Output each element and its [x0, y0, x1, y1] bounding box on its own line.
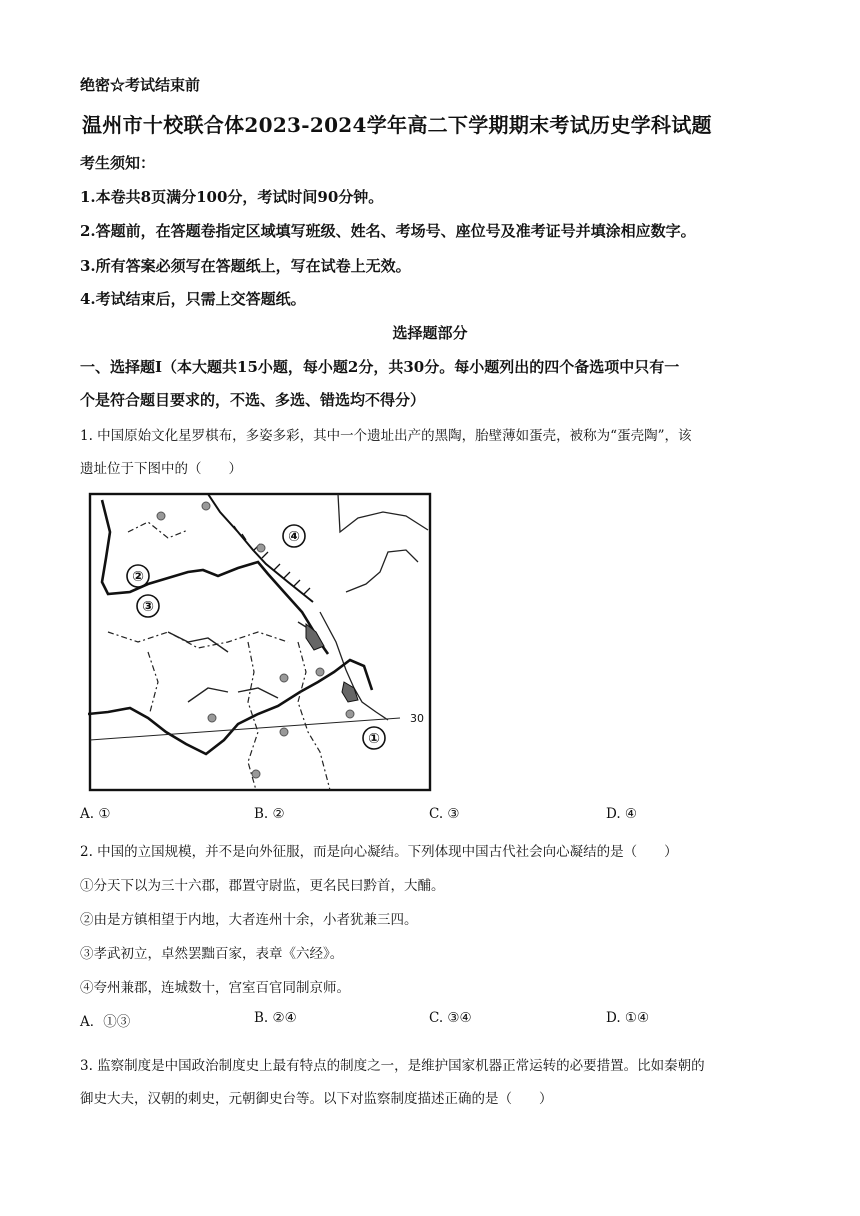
- section-instructions: 一、选择题Ⅰ（本大题共15小题，每小题2分，共30分。每小题列出的四个备选项中只有一: [80, 358, 680, 376]
- option-a[interactable]: A. ①: [80, 806, 111, 822]
- notice-item: 3.所有答案必须写在答题纸上，写在试卷上无效。: [80, 257, 411, 275]
- map-label-1: ①: [368, 731, 380, 747]
- option-a[interactable]: A．①③: [80, 1014, 131, 1030]
- question-2-statement: ③孝武初立，卓然罢黜百家，表章《六经》。: [80, 946, 344, 962]
- option-b[interactable]: B. ②④: [254, 1010, 297, 1026]
- question-1-stem: 遗址位于下图中的（ ）: [80, 461, 242, 477]
- option-c[interactable]: C. ③: [429, 806, 460, 822]
- map-label-3: ③: [142, 599, 154, 615]
- question-2-stem: 2. 中国的立国规模，并不是向外征服，而是向心凝结。下列体现中国古代社会向心凝结的是（ ）: [80, 844, 678, 860]
- option-c[interactable]: C. ③④: [429, 1010, 472, 1026]
- question-1-stem: 1. 中国原始文化星罗棋布，多姿多彩，其中一个遗址出产的黑陶，胎壁薄如蛋壳，被称为“蛋壳陶”，该: [80, 428, 692, 444]
- map-label-2: ②: [132, 569, 144, 585]
- question-1-map: [88, 492, 432, 792]
- section-instructions: 个是符合题目要求的，不选、多选、错选均不得分）: [80, 391, 426, 409]
- question-2-statement: ①分天下以为三十六郡，郡置守尉监，更名民曰黔首，大酺。: [80, 878, 445, 894]
- notice-item: 1.本卷共8页满分100分，考试时间90分钟。: [80, 188, 384, 206]
- question-3-stem: 3. 监察制度是中国政治制度史上最有特点的制度之一，是维护国家机器正常运转的必要措置。比如秦朝的: [80, 1058, 705, 1074]
- exam-title: 温州市十校联合体2023-2024学年高二下学期期末考试历史学科试题: [82, 113, 712, 137]
- question-2-statement: ④夸州兼郡，连城数十，宫室百官同制京师。: [80, 980, 350, 996]
- question-3-stem: 御史大夫，汉朝的刺史，元朝御史台等。以下对监察制度描述正确的是（ ）: [80, 1091, 553, 1107]
- map-label-4: ④: [288, 529, 300, 545]
- secret-label: 绝密☆考试结束前: [80, 76, 201, 94]
- notice-heading: 考生须知：: [80, 154, 156, 172]
- option-d[interactable]: D. ④: [606, 806, 638, 822]
- section-title: 选择题部分: [392, 324, 468, 342]
- notice-item: 2.答题前，在答题卷指定区域填写班级、姓名、考场号、座位号及准考证号并填涂相应数字。: [80, 222, 696, 240]
- option-d[interactable]: D. ①④: [606, 1010, 650, 1026]
- option-b[interactable]: B. ②: [254, 806, 285, 822]
- map-label-latitude: 30: [410, 712, 424, 725]
- question-2-statement: ②由是方镇相望于内地，大者连州十余，小者犹兼三四。: [80, 912, 418, 928]
- notice-item: 4.考试结束后，只需上交答题纸。: [80, 290, 306, 308]
